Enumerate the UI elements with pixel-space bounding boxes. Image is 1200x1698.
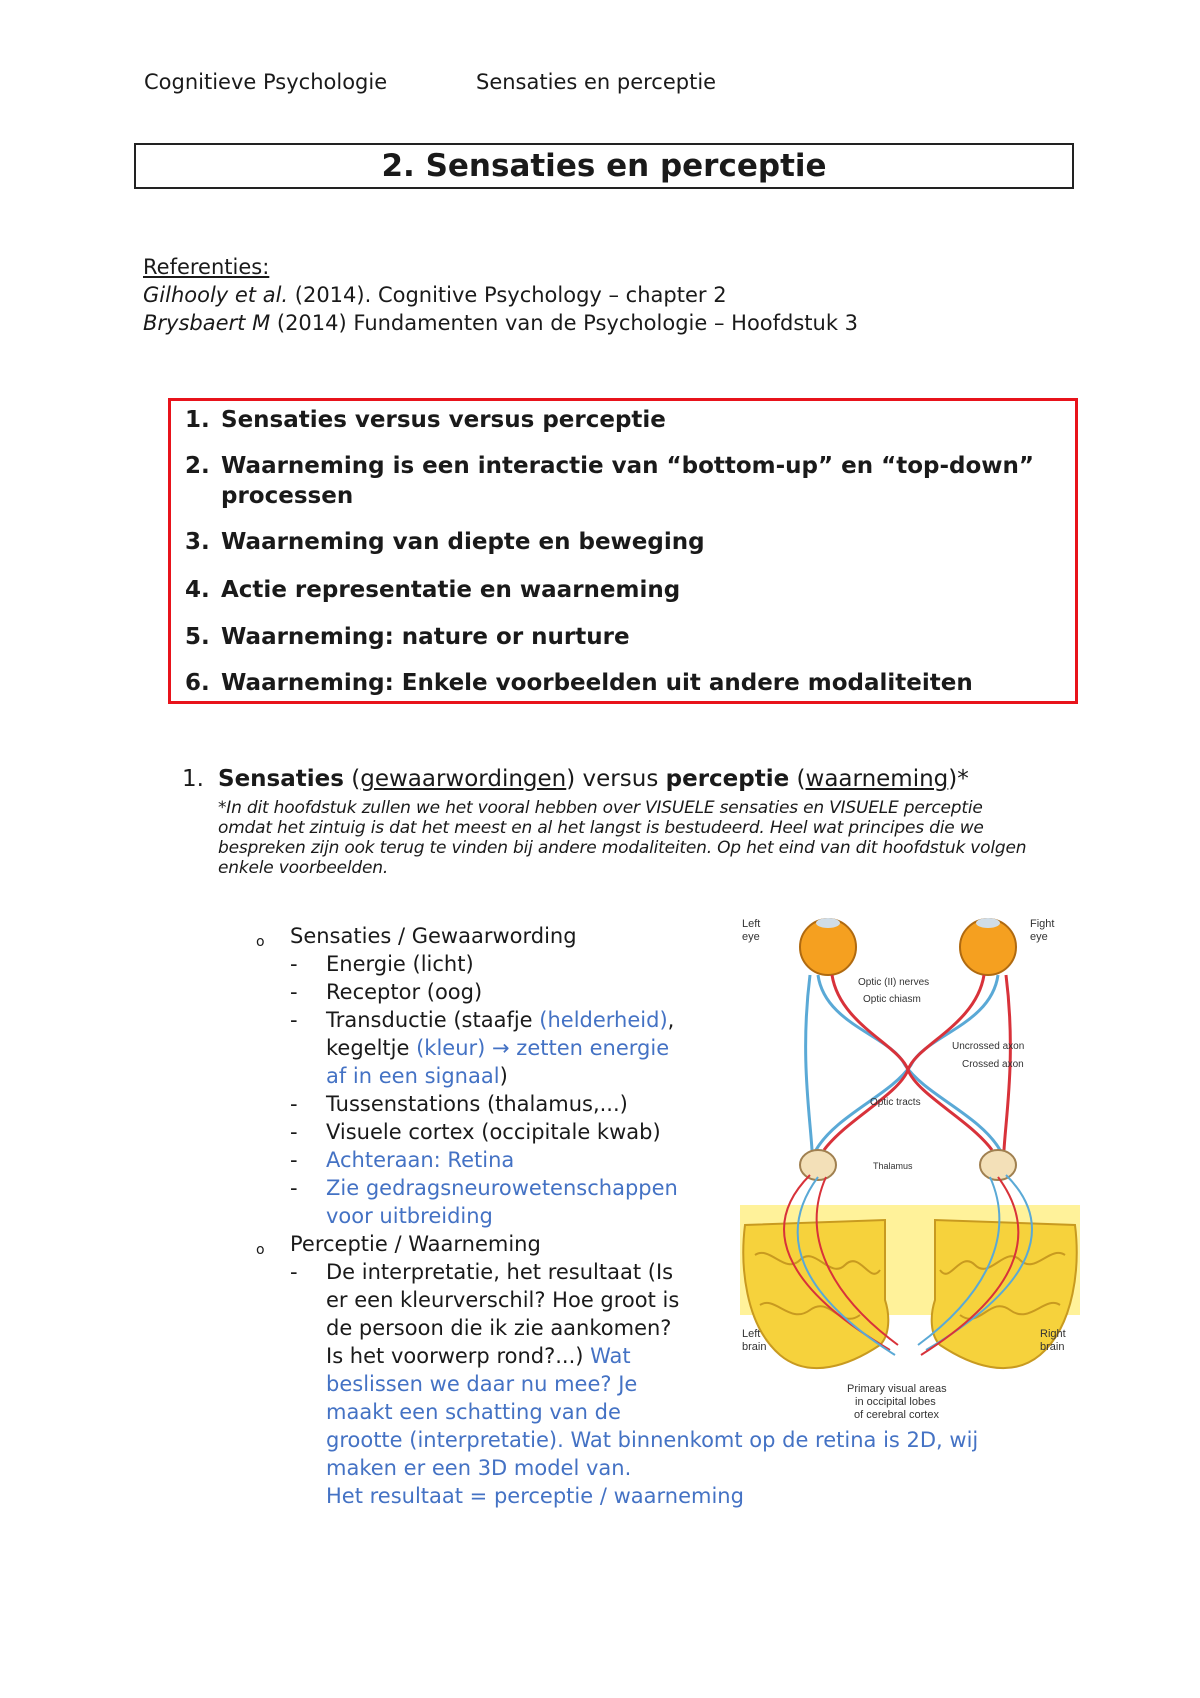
list-text-blue: Wat [590,1344,631,1368]
page-title-text: 2. Sensaties en perceptie [381,148,827,184]
label-optic-chiasm: Optic chiasm [863,994,921,1005]
dash: - [290,1148,298,1172]
toc-item [185,622,630,652]
right-thalamus [980,1150,1016,1180]
dash: - [290,1092,298,1116]
toc-text: Actie representatie en waarneming [221,577,681,603]
dash: - [290,980,298,1004]
dash: - [290,952,298,976]
section-1-heading [182,766,969,792]
header-course: Cognitieve Psychologie [144,70,388,94]
list-text: kegeltje [326,1036,417,1060]
heading-punct: ( [343,766,361,792]
list-text: , [667,1008,675,1032]
left-thalamus [800,1150,836,1180]
reference-2-rest: (2014) Fundamenten van de Psychologie – Hoofdstuk 3 [270,311,859,335]
list-item-cont: Het resultaat = perceptie / waarneming [326,1484,744,1508]
toc-text: Sensaties versus versus perceptie [221,407,666,433]
heading-sensaties: Sensaties [218,766,344,792]
label-left-eye-2: eye [742,931,760,943]
reference-1-rest: (2014). Cognitive Psychology – chapter 2 [288,283,727,307]
references [143,253,858,337]
toc-text: Waarneming: nature or nurture [221,624,630,650]
label-thalamus: Thalamus [873,1161,913,1171]
label-primary-1: Primary visual areas [847,1383,947,1395]
note-line-2: omdat het zintuig is dat het meest en al het langst is bestudeerd. Heel wat principes die we bespreken zijn ook terug te vinden bij andere modaliteiten. Op het eind van dit hoofdstuk volgen enkele voorbeelden. [218,818,1027,878]
list-item: Achteraan: Retina [326,1148,515,1172]
list-item: Energie (licht) [326,952,474,976]
note-line-1: *In dit hoofdstuk zullen we het vooral hebben over VISUELE sensaties en VISUELE perceptie [218,798,983,818]
visual-pathway-figure [740,905,1080,1435]
list-text-blue: (helderheid) [539,1008,668,1032]
list-item-cont: er een kleurverschil? Hoe groot is [326,1288,680,1312]
list-item-cont [326,1062,508,1090]
toc-text: Waarneming: Enkele voorbeelden uit andere modaliteiten [221,670,973,696]
heading-perceptie: perceptie [665,766,790,792]
dash: - [290,1008,298,1032]
label-right-eye: Fight [1030,918,1055,930]
toc-item [185,575,681,605]
list-text-blue: (kleur) [416,1036,493,1060]
dash: - [290,1176,298,1200]
toc-text: Waarneming is een interactie van “bottom-up” en “top-down” processen [221,453,1035,509]
list-item-cont: voor uitbreiding [326,1204,493,1228]
list-item: Tussenstations (thalamus,...) [326,1092,628,1116]
section-number: 1. [182,766,204,792]
label-primary-2: in occipital lobes [855,1396,936,1408]
list-item: Visuele cortex (occipitale kwab) [326,1120,661,1144]
label-right-brain: Right [1040,1328,1066,1340]
label-right-eye-2: eye [1030,931,1048,943]
bullet-circle-icon: o [256,934,265,950]
toc-num: 5. [185,624,210,650]
arrow-right-icon: → [492,1036,510,1060]
toc-item [185,527,705,557]
reference-1 [143,281,858,309]
reference-2 [143,309,858,337]
heading-waarneming: waarneming [805,766,949,792]
toc-num: 2. [185,453,210,479]
label-left-brain: Left [742,1328,761,1340]
heading-punct: ( [789,766,806,792]
heading-punct: )* [948,766,969,792]
list-item: De interpretatie, het resultaat (Is [326,1260,674,1284]
perceptie-heading [256,1233,265,1264]
list-item-cont: beslissen we daar nu mee? Je [326,1372,638,1396]
list-item-cont: de persoon die ik zie aankomen? [326,1316,672,1340]
list-item-cont [326,1342,631,1370]
list-text-blue: af in een signaal [326,1064,500,1088]
list-item-cont: grootte (interpretatie). Wat binnenkomt op de retina is 2D, wij [326,1428,979,1452]
table-of-contents [168,398,1078,704]
label-right-brain-2: brain [1040,1341,1065,1353]
perceptie-title: Perceptie / Waarneming [290,1232,541,1256]
reference-1-author: Gilhooly et al. [143,283,289,307]
list-item [326,1006,674,1034]
toc-num: 6. [185,670,210,696]
label-uncrossed: Uncrossed axon [952,1041,1025,1052]
section-note [218,798,1068,878]
list-item-cont [326,1034,669,1062]
label-optic-nerves: Optic (II) nerves [858,977,930,988]
label-left-eye: Left [742,918,761,930]
list-item-cont: maakt een schatting van de [326,1400,621,1424]
list-item: Zie gedragsneurowetenschappen [326,1176,678,1200]
toc-num: 1. [185,407,210,433]
header-chapter: Sensaties en perceptie [476,70,717,94]
label-left-brain-2: brain [742,1341,767,1353]
heading-gewaarwordingen: gewaarwordingen [360,766,567,792]
references-label: Referenties: [143,255,270,279]
toc-item [185,451,1035,509]
label-primary-3: of cerebral cortex [854,1409,939,1421]
sensaties-title: Sensaties / Gewaarwording [290,924,577,948]
toc-item [185,668,973,698]
list-item: Receptor (oog) [326,980,483,1004]
heading-punct: ) versus [566,766,666,792]
toc-num: 4. [185,577,210,603]
label-crossed: Crossed axon [962,1059,1024,1070]
toc-text: Waarneming van diepte en beweging [221,529,705,555]
list-text: Is het voorwerp rond?...) [326,1344,591,1368]
toc-num: 3. [185,529,210,555]
page-title [134,143,1074,189]
sensaties-heading [256,925,265,956]
list-text: Transductie (staafje [326,1008,540,1032]
bullet-circle-icon: o [256,1242,265,1258]
dash: - [290,1120,298,1144]
list-item-cont: maken er een 3D model van. [326,1456,632,1480]
label-optic-tracts: Optic tracts [870,1097,921,1108]
dash: - [290,1260,298,1284]
list-text: ) [499,1064,508,1088]
toc-item [185,405,666,435]
reference-2-author: Brysbaert M [143,311,271,335]
list-text-blue: zetten energie [509,1036,670,1060]
